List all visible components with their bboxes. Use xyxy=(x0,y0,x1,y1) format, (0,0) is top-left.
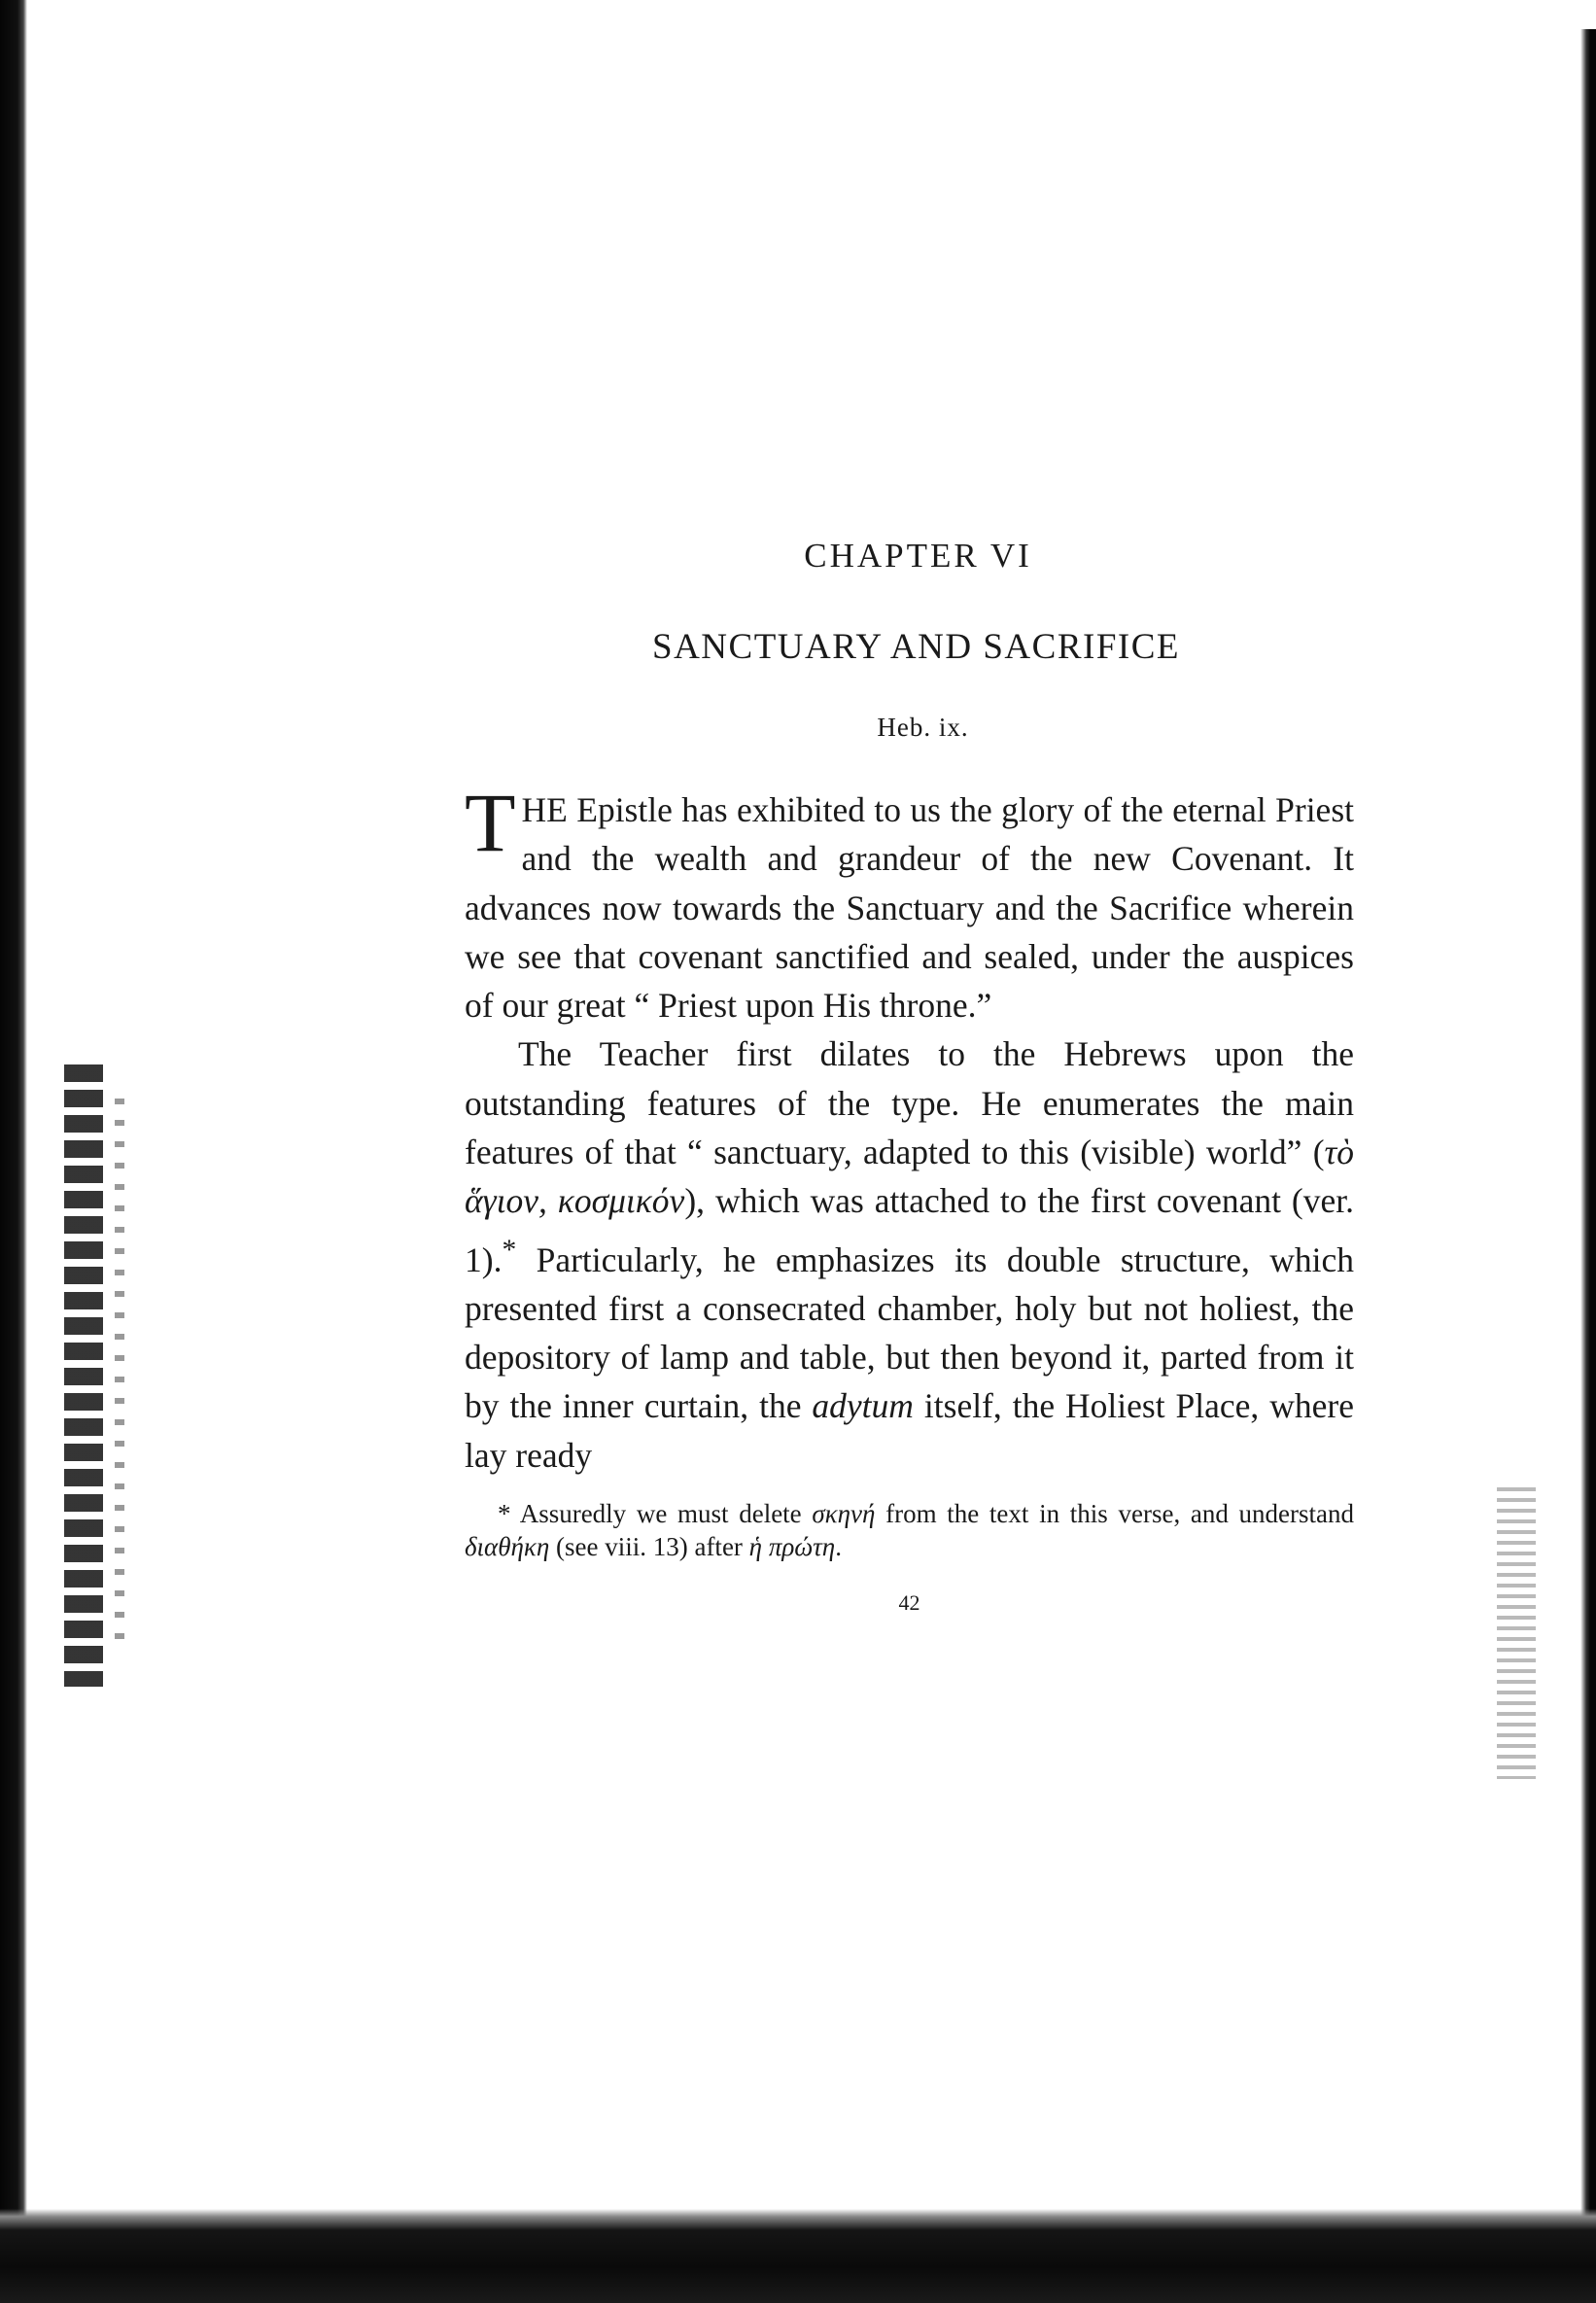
footnote-greek: διαθήκη xyxy=(465,1531,550,1561)
greek-phrase: τὸ ἅγιον, κοσμικόν xyxy=(465,1133,1354,1221)
footnote-text: Assuredly we must delete xyxy=(510,1498,813,1528)
chapter-title: SANCTUARY AND SACRIFICE xyxy=(652,627,1180,667)
gutter-shadow xyxy=(64,1064,103,1687)
footnote-text: from the text in this verse, and understand xyxy=(875,1498,1354,1528)
italic-word: adytum xyxy=(812,1386,914,1426)
chapter-number: CHAPTER VI xyxy=(804,537,1032,575)
footnote-text: (see viii. 13) after xyxy=(549,1531,749,1561)
drop-cap: T xyxy=(465,776,516,869)
footnote-greek: ἡ πρώτη xyxy=(748,1531,836,1561)
paragraph-2-text-d: itself, the Holiest Place, where lay ready xyxy=(465,1386,1354,1475)
scan-edge-left xyxy=(0,0,27,2303)
paragraph-1 xyxy=(465,776,1354,1029)
scan-edge-right xyxy=(1580,29,1596,2265)
footnote xyxy=(465,1497,1354,1563)
footnote-text: . xyxy=(835,1531,842,1561)
body-text xyxy=(465,776,1354,1480)
page-number: 42 xyxy=(898,1589,920,1615)
paragraph-2-text-c: Particularly, he emphasizes its double structure, which presented first a consecrated chamber, holy but not holiest, the depository of lamp and table, but then beyond it, parted from it by the inner curtain, the xyxy=(465,1239,1354,1426)
right-edge-speckle xyxy=(1497,1487,1536,1779)
paragraph-1-text: HE Epistle has exhibited to us the glory of the eternal Priest and the wealth and grandeur of the new Covenant. It advances now towards the Sanctuary and the Sacrifice wherein we see that covenant sanctified and sealed, under the auspices of our great “ Priest upon His throne.” xyxy=(465,790,1354,1026)
footnote-marker: * xyxy=(502,1234,517,1266)
paragraph-2-text-a: The Teacher first dilates to the Hebrews upon the outstanding features of the type. He enumerates the main features of that “ sanctuary, adapted to this (visible) world” ( xyxy=(465,1034,1354,1172)
footnote-greek: σκηνή xyxy=(812,1498,876,1528)
scan-edge-bottom xyxy=(0,2209,1596,2303)
paragraph-2-text-b: ), which was attached to the first covenant (ver. 1). xyxy=(465,1181,1354,1279)
book-page xyxy=(465,537,1354,1638)
paragraph-2 xyxy=(465,1029,1354,1480)
scripture-reference: Heb. ix. xyxy=(877,713,969,742)
gutter-speckle xyxy=(115,1099,124,1643)
footnote-marker: * xyxy=(498,1498,511,1528)
